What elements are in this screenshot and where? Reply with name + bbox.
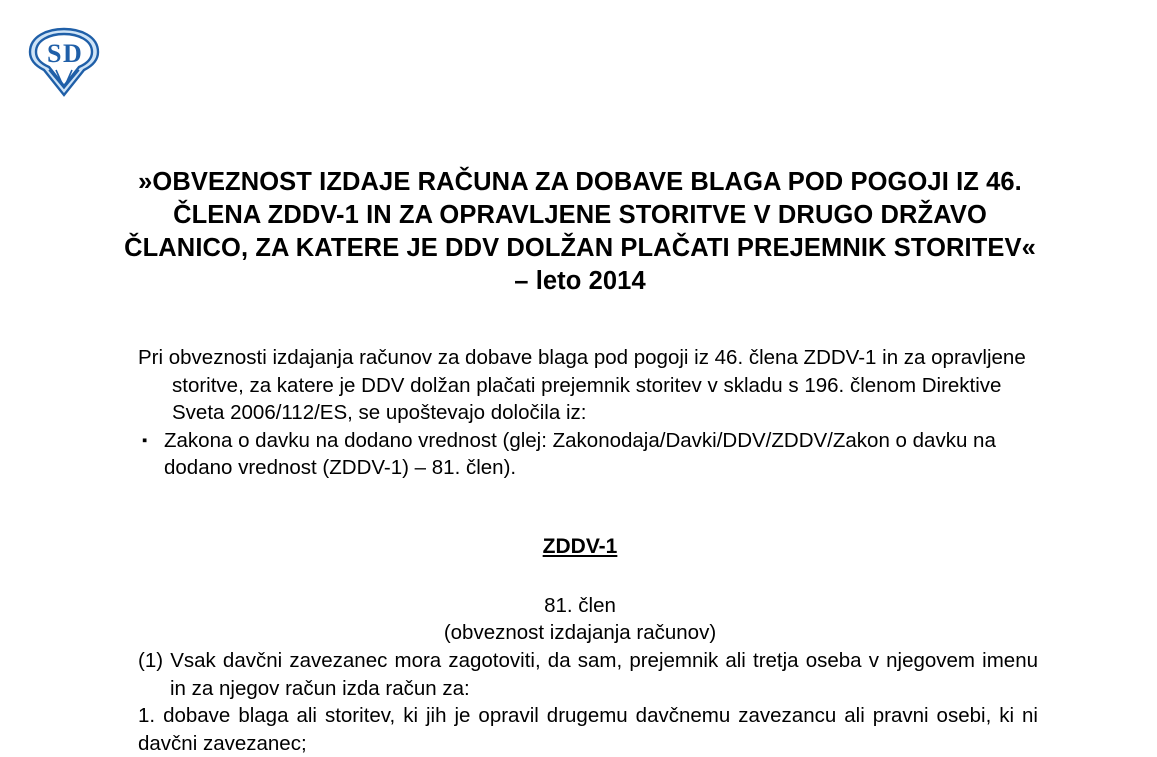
bullet-square-icon: ▪ <box>142 431 148 449</box>
article-item-1: 1. dobave blaga ali storitev, ki jih je opravil drugemu davčnemu zavezancu ali pravni osebi, ki ni davčni zavezanec; <box>138 704 1038 755</box>
list-item <box>138 427 1038 482</box>
intro-paragraph-text: Pri obveznosti izdajanja računov za dobave blaga pod pogoji iz 46. člena ZDDV-1 in za opravljene storitve, za katere je DDV dolžan plačati prejemnik storitev v skladu s 196. členom Direktive Sveta 2006/112/ES, se upoštevajo določila iz: <box>138 346 1026 424</box>
intro-paragraph <box>138 344 1038 427</box>
article-body <box>138 647 1038 757</box>
list-item-label: Zakona o davku na dodano vrednost (glej: Zakonodaja/Davki/DDV/ZDDV/Zakon o davku na dodano vrednost (ZDDV-1) – 81. člen). <box>164 428 996 479</box>
law-heading: ZDDV-1 <box>542 535 618 558</box>
intro-block <box>138 344 1038 482</box>
svg-text:S: S <box>47 39 62 68</box>
svg-text:D: D <box>63 39 82 68</box>
page-title: »OBVEZNOST IZDAJE RAČUNA ZA DOBAVE BLAGA POD POGOJI IZ 46. ČLENA ZDDV-1 IN ZA OPRAVLJENE STORITVE V DRUGO DRŽAVO ČLANICO, ZA KATERE JE DDV DOLŽAN PLAČATI PREJEMNIK STORITEV« – leto 2014 <box>124 168 1036 295</box>
article-number: 81. člen <box>544 594 616 617</box>
article-title: (obveznost izdajanja računov) <box>443 621 717 644</box>
article-paragraph-1 <box>138 647 1038 702</box>
article-paragraph-1-text: (1) Vsak davčni zavezanec mora zagotoviti, da sam, prejemnik ali tretja oseba v njegovem imenu in za njegov račun izda račun za: <box>138 649 1038 700</box>
